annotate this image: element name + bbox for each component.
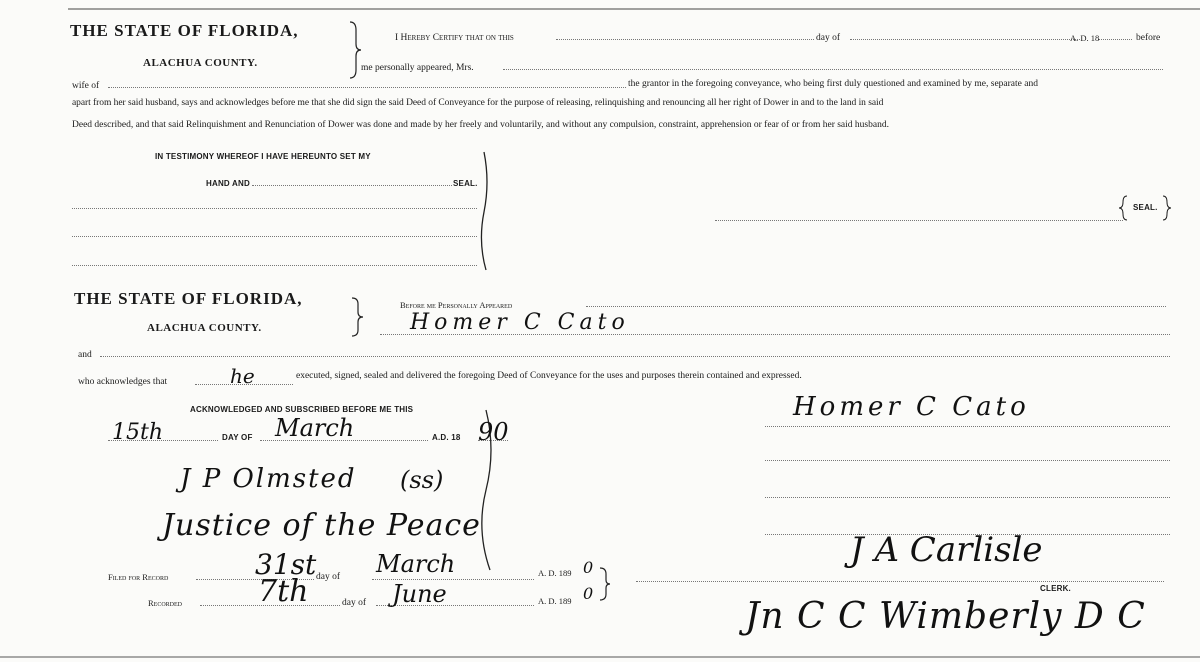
who-ack-text: who acknowledges that	[78, 377, 168, 387]
clerk-signature: J A Carlisle	[850, 530, 1043, 570]
before-label: before	[1136, 33, 1161, 43]
officer-mark-handwritten: (ss)	[400, 466, 444, 494]
brace-1	[350, 22, 361, 78]
recorded-ad-label: A. D. 189	[538, 596, 572, 606]
filed-dayof-label: day of	[316, 572, 341, 582]
filed-month-handwritten: March	[376, 550, 456, 578]
executed-text: executed, signed, sealed and delivered the foregoing Deed of Conveyance for the uses and purposes therein contained and expressed.	[296, 371, 802, 381]
officer-name-handwritten: J P Olmsted	[180, 464, 357, 494]
grantor-signature: Homer C Cato	[793, 392, 1030, 422]
me-appeared-text: me personally appeared, Mrs.	[361, 63, 474, 73]
recorded-label: Recorded	[148, 598, 183, 608]
ack-year-handwritten: 90	[478, 418, 509, 446]
filed-day-handwritten: 31st	[255, 548, 317, 581]
hand-and-label: HAND AND	[206, 179, 250, 188]
relinquish-line-3: Deed described, and that said Relinquishment and Renunciation of Dower was done and made by her freely and voluntarily, and without any compulsion, constraint, apprehension or fear of or from her said husband.	[72, 120, 889, 130]
day-of-label: day of	[816, 33, 841, 43]
officer-title-handwritten: Justice of the Peace	[162, 508, 481, 543]
ack-pronoun-handwritten: he	[230, 364, 255, 388]
testimony-text: IN TESTIMONY WHEREOF I HAVE HEREUNTO SET MY	[155, 152, 371, 161]
wife-of-label: wife of	[72, 81, 100, 91]
grantor-text: the grantor in the foregoing conveyance, who being first duly questioned and examined by me, separate and	[628, 79, 1038, 89]
and-label: and	[78, 350, 92, 360]
ack-month-handwritten: March	[275, 414, 355, 442]
state-heading-2: THE STATE OF FLORIDA,	[74, 289, 303, 308]
ack-dayof-label: DAY OF	[222, 433, 253, 442]
ack-subscribed-text: ACKNOWLEDGED AND SUBSCRIBED BEFORE ME THIS	[190, 405, 414, 414]
recorded-day-handwritten: 7th	[258, 574, 309, 609]
certify-text: I Hereby Certify that on this	[395, 33, 514, 43]
county-label-1: ALACHUA COUNTY.	[143, 57, 258, 69]
deputy-clerk-signature: Jn C C Wimberly D C	[745, 596, 1146, 637]
ack-day-handwritten: 15th	[112, 420, 164, 445]
state-heading-1: THE STATE OF FLORIDA,	[70, 21, 299, 40]
appeared-name-handwritten: Homer C Cato	[410, 310, 630, 335]
seal-box-label: SEAL.	[1133, 203, 1158, 212]
filed-label: Filed for Record	[108, 572, 169, 582]
before-me-text: Before me Personally Appeared	[400, 300, 513, 310]
ack-ad-label: A.D. 18	[432, 433, 461, 442]
recorded-year-handwritten: 0	[583, 584, 594, 603]
county-label-2: ALACHUA COUNTY.	[147, 322, 262, 334]
filed-ad-label: A. D. 189	[538, 568, 572, 578]
recorded-dayof-label: day of	[342, 598, 367, 608]
relinquish-line-2: apart from her said husband, says and acknowledges before me that she did sign the said Deed of Conveyance for the purpose of releasing, relinquishing and renouncing all her right of Dower in and to the land in said	[72, 98, 884, 108]
filed-year-handwritten: 0	[583, 558, 594, 577]
seal-label: SEAL.	[453, 179, 478, 188]
recorded-month-handwritten: June	[392, 580, 447, 608]
ad-label: A. D. 18	[1070, 33, 1100, 43]
clerk-label: CLERK.	[1040, 584, 1071, 593]
